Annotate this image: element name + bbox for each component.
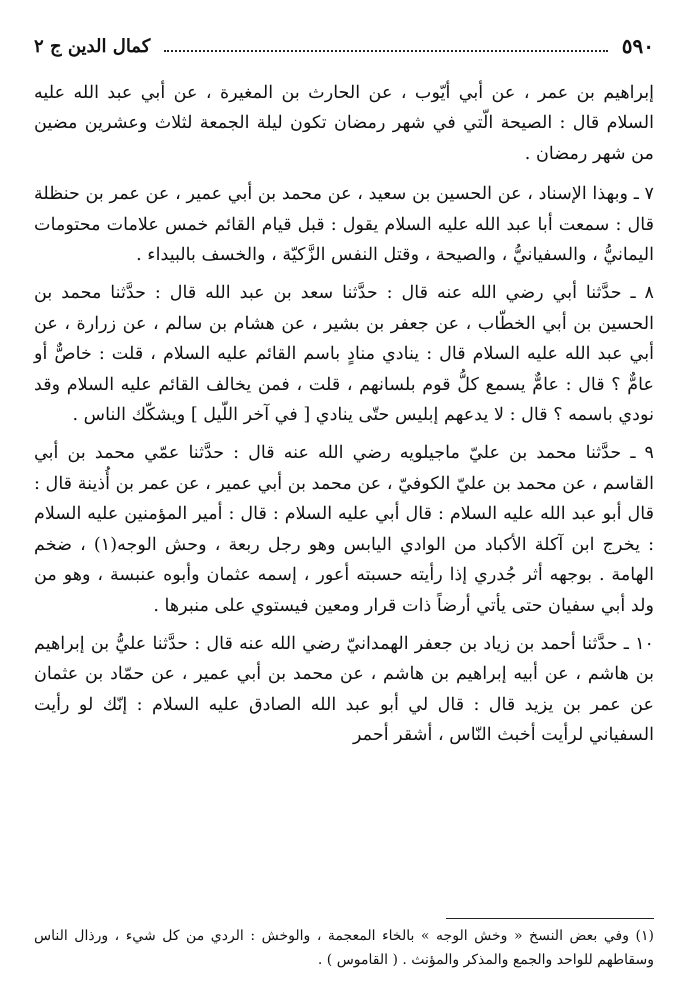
paragraph-hadith-8: ٨ ـ حدَّثنا أبي رضي الله عنه قال : حدَّثنا سعد بن عبد الله قال : حدَّثنا محمد بن الحسين بن أبي الخطّاب ، عن جعفر بن بشير ، عن هشام بن سالم ، عن زرارة ، عن أبي عبد الله عليه السلام قال : ينادي منادٍ باسم القائم عليه السلام ، قلت : خاصٌّ أو عامٌّ ؟ قال : عامٌّ يسمع كلُّ قوم بلسانهم ، قلت ، فمن يخالف القائم عليه السلام وقد نودي باسمه ؟ قال : لا يدعهم إبليس حتّى ينادي [ في آخر اللّيل ] ويشكّك الناس .: [34, 283, 654, 426]
footnote-section: [34, 924, 654, 972]
page-header: [34, 30, 654, 62]
page-number: ٥٩٠: [621, 34, 654, 58]
paragraph-intro: إبراهيم بن عمر ، عن أبي أيّوب ، عن الحارث بن المغيرة ، عن أبي عبد الله عليه السلام قال : الصيحة الّتي في شهر رمضان تكون ليلة الجمعة لثلاث وعشرين مضين من شهر رمضان .: [34, 83, 654, 164]
footnote-separator: [446, 918, 654, 919]
main-text: [34, 78, 654, 759]
paragraph-hadith-10: ١٠ ـ حدَّثنا أحمد بن زياد بن جعفر الهمدانيّ رضي الله عنه قال : حدَّثنا عليُّ بن إبراهيم بن هاشم ، عن أبيه إبراهيم بن هاشم ، عن محمد بن أبي عمير ، عن حمّاد بن عثمان عن عمر بن يزيد قال : قال لي أبو عبد الله الصادق عليه السلام : إنّك لو رأيت السفياني لرأيت أخبث النّاس ، أشقر أحمر: [34, 633, 654, 746]
footnote-1: (١) وفي بعض النسخ « وخش الوجه » بالخاء المعجمة ، والوخش : الردي من كل شيء ، ورذال الناس وسقاطهم للواحد والجمع والمذكر والمؤنث . ( القاموس ) .: [34, 928, 654, 968]
book-title: كمال الدين ج ٢: [34, 35, 151, 57]
paragraph-hadith-9: ٩ ـ حدَّثنا محمد بن عليّ ماجيلويه رضي الله عنه قال : حدَّثنا عمّي محمد بن أبي القاسم ، عن محمد بن عليّ الكوفيّ ، عن محمد بن أبي عمير ، عن عمر بن أُذينة قال : قال أبو عبد الله عليه السلام : قال أبي عليه السلام : قال : أمير المؤمنين عليه السلام : يخرج ابن آكلة الأكباد من الوادي اليابس وهو رجل ربعة ، وحش الوجه(١) ، ضخم الهامة . بوجهه أثر جُدري إذا رأيته حسبته أعور ، إسمه عثمان وأبوه عنبسة ، وهو من ولد أبي سفيان حتى يأتي أرضاً ذات قرار ومعين فيستوي على منبرها .: [34, 443, 654, 616]
document-page: [34, 22, 654, 982]
paragraph-hadith-7: ٧ ـ وبهذا الإسناد ، عن الحسين بن سعيد ، عن محمد بن أبي عمير ، عن عمر بن حنظلة قال : سمعت أبا عبد الله عليه السلام يقول : قبل قيام القائم خمس علامات محتومات اليمانيُّ ، والسفيانيُّ ، والصيحة ، وقتل النفس الزَّكيّة ، والخسف بالبيداء .: [34, 184, 654, 266]
header-dotted-leader: [164, 40, 607, 52]
